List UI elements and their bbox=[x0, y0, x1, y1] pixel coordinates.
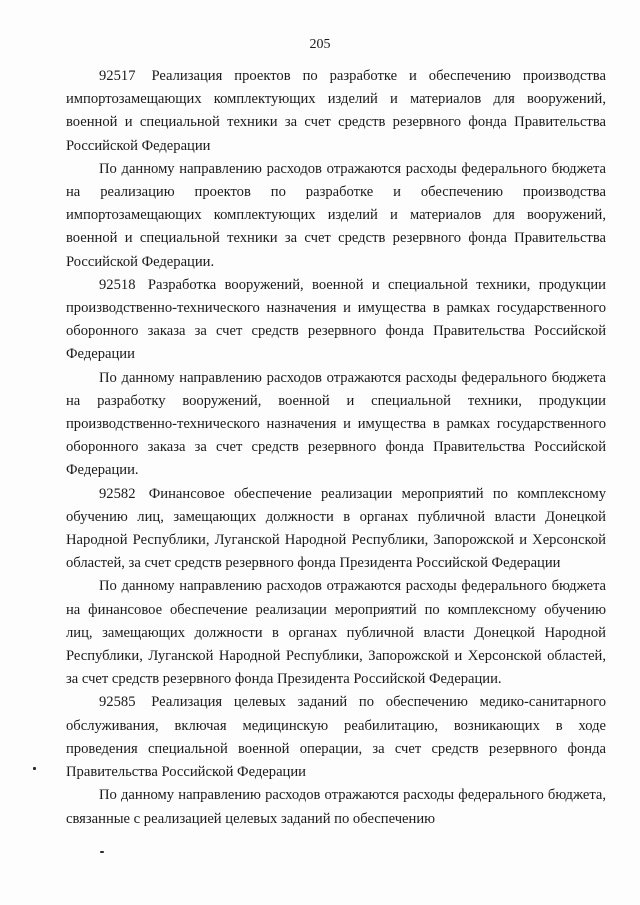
budget-code: 92582 bbox=[99, 485, 136, 502]
code-heading-92518 bbox=[66, 274, 606, 367]
description-paragraph: По данному направлению расходов отражаются расходы федерального бюджета, связанные с реализацией целевых заданий по обеспечению bbox=[66, 787, 606, 827]
heading-text: Реализация проектов по разработке и обеспечению производства импортозамещающих комплектующих изделий и материалов для вооружений, военной и специальной техники за счет средств резервного фонда Правительства Российской Федерации bbox=[66, 68, 606, 154]
heading-text: Финансовое обеспечение реализации мероприятий по комплексному обучению лиц, замещающих должности в органах публичной власти Донецкой Народной Республики, Луганской Народной Республики, Запорожской и Херсонской областей, за счет средств резервного фонда Президента Российской Федерации bbox=[66, 485, 606, 572]
description-paragraph: По данному направлению расходов отражаются расходы федерального бюджета на финансовое обеспечение реализации мероприятий по комплексному обучению лиц, замещающих должности в органах публичной власти Донецкой Народной Республики, Луганской Народной Республики, Запорожской и Херсонской областей, за счет средств резервного фонда Президента Российской Федерации. bbox=[66, 578, 606, 688]
description-paragraph: По данному направлению расходов отражаются расходы федерального бюджета на разработку вооружений, военной и специальной техники, продукции производственно-технического назначения и имущества в рамках государственного оборонного заказа за счет средств резервного фонда Правительства Российской Федерации. bbox=[66, 369, 606, 479]
scan-speck bbox=[100, 851, 104, 853]
code-heading-92582 bbox=[66, 483, 606, 576]
budget-code: 92518 bbox=[99, 276, 136, 293]
description-paragraph: По данному направлению расходов отражаются расходы федерального бюджета на реализацию проектов по разработке и обеспечению производства импортозамещающих комплектующих изделий и материалов для вооружений, военной и специальной техники за счет средств резервного фонда Правительства Российской Федерации. bbox=[66, 160, 606, 270]
budget-code: 92585 bbox=[99, 694, 136, 711]
document-body bbox=[66, 65, 606, 831]
heading-text: Реализация целевых заданий по обеспечению медико-санитарного обслуживания, включая медицинскую реабилитацию, возникающих в ходе проведения специальной военной операции, за счет средств резервного фонда Правительства Российской Федерации bbox=[66, 694, 606, 781]
budget-code: 92517 bbox=[99, 68, 136, 84]
heading-text: Разработка вооружений, военной и специальной техники, продукции производственно-технического назначения и имущества в рамках государственного оборонного заказа за счет средств резервного фонда Правительства Российской Федерации bbox=[66, 276, 606, 363]
page-number: 205 bbox=[309, 37, 331, 52]
code-heading-92585 bbox=[66, 691, 606, 784]
scan-speck bbox=[33, 767, 36, 770]
code-heading-92517 bbox=[66, 65, 606, 158]
